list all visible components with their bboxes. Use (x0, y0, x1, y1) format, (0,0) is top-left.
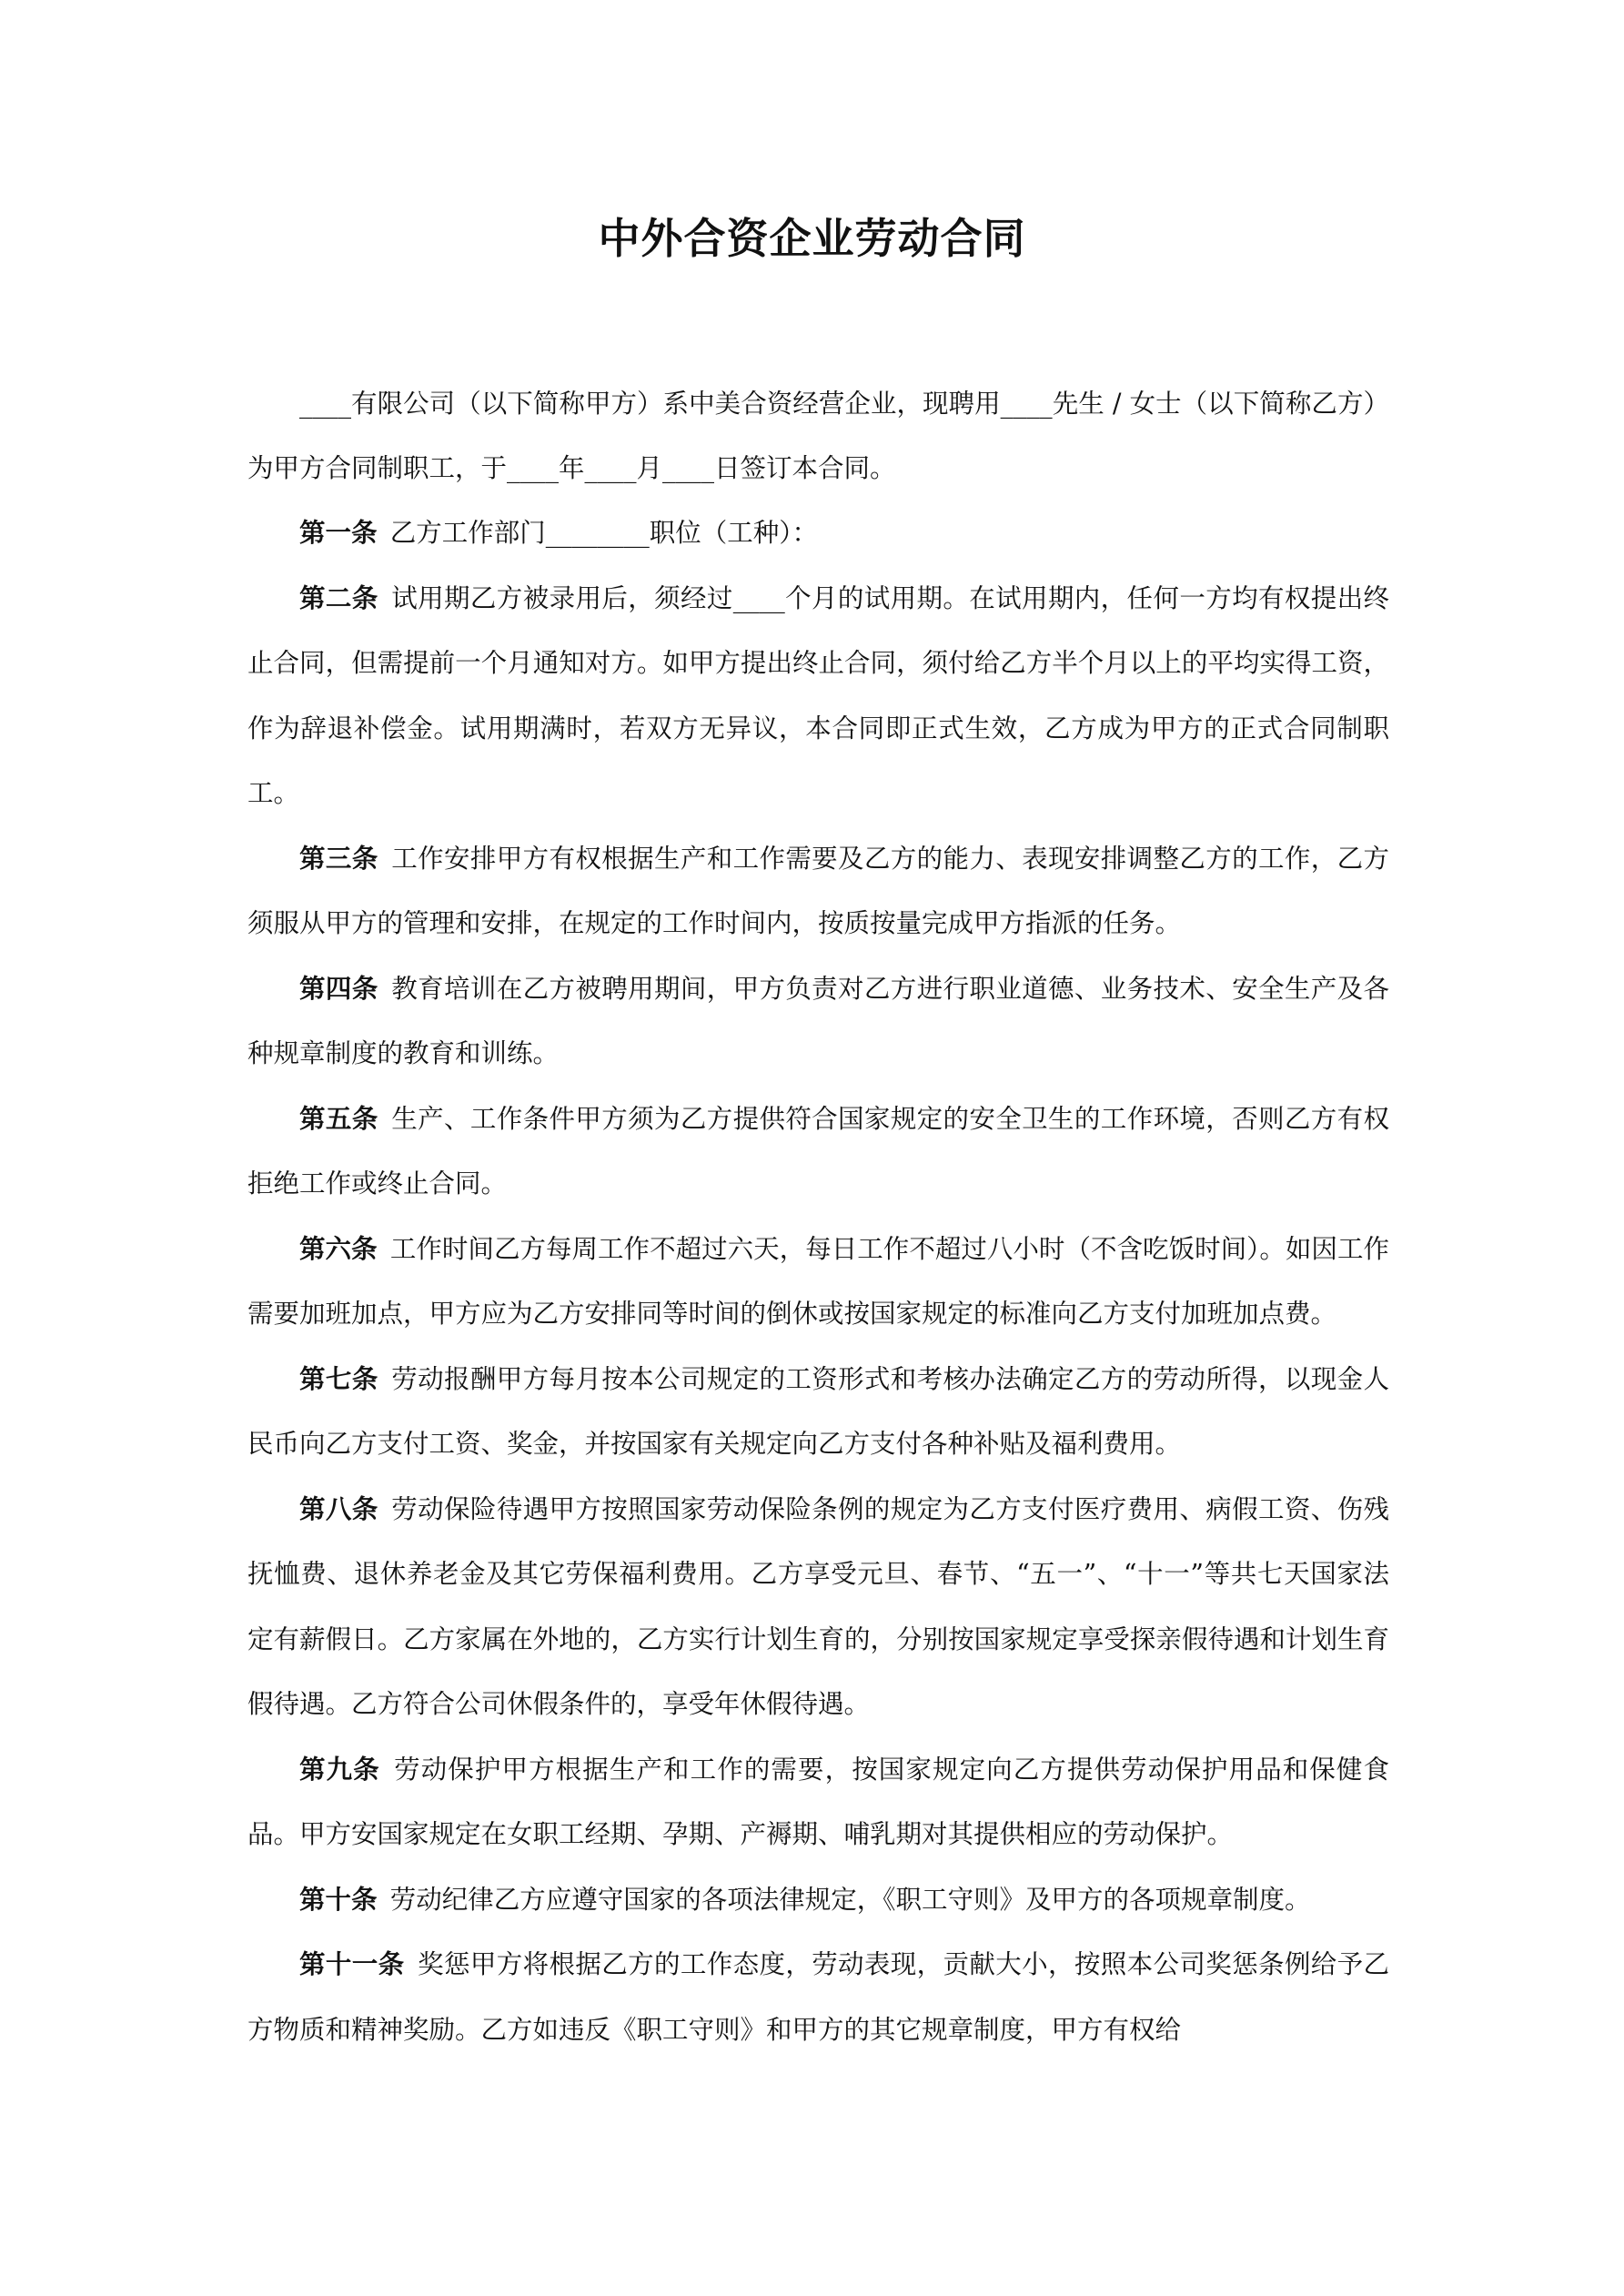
article-label: 第五条 (299, 1102, 378, 1134)
article-text: 试用期乙方被录用后，须经过____个月的试用期。在试用期内，任何一方均有权提出终止合同，但需提前一个月通知对方。如甲方提出终止合同，须付给乙方半个月以上的平均实得工资，作为辞退补偿金。试用期满时，若双方无异议，本合同即正式生效，乙方成为甲方的正式合同制职工。 (247, 582, 1389, 808)
article-text: 劳动纪律乙方应遵守国家的各项法律规定，《职工守则》及甲方的各项规章制度。 (389, 1884, 1311, 1915)
document-body (247, 371, 1389, 2062)
article-1 (247, 501, 1389, 566)
article-label: 第四条 (299, 972, 378, 1004)
article-text: 生产、工作条件甲方须为乙方提供符合国家规定的安全卫生的工作环境，否则乙方有权拒绝工作或终止合同。 (247, 1103, 1389, 1199)
article-label: 第八条 (299, 1492, 378, 1524)
article-text: 劳动保护甲方根据生产和工作的需要，按国家规定向乙方提供劳动保护用品和保健食品。甲方安国家规定在女职工经期、孕期、产褥期、哺乳期对其提供相应的劳动保护。 (247, 1754, 1389, 1849)
article-6 (247, 1217, 1389, 1347)
article-2 (247, 566, 1389, 826)
article-label: 第六条 (299, 1232, 378, 1264)
article-4 (247, 956, 1389, 1087)
article-label: 第三条 (299, 842, 378, 874)
intro-paragraph: ____有限公司（以下简称甲方）系中美合资经营企业，现聘用____先生 / 女士（以下简称乙方）为甲方合同制职工，于____年____月____日签订本合同。 (247, 389, 1389, 483)
article-10 (247, 1867, 1389, 1933)
article-label: 第十条 (299, 1883, 378, 1915)
article-8 (247, 1477, 1389, 1737)
article-label: 第九条 (299, 1753, 380, 1785)
article-5 (247, 1087, 1389, 1217)
article-11 (247, 1932, 1389, 2062)
article-label: 第二条 (299, 582, 378, 613)
article-text: 劳动报酬甲方每月按本公司规定的工资形式和考核办法确定乙方的劳动所得，以现金人民币向乙方支付工资、奖金，并按国家有关规定向乙方支付各种补贴及福利费用。 (247, 1363, 1389, 1459)
article-7 (247, 1347, 1389, 1477)
article-text: 教育培训在乙方被聘用期间，甲方负责对乙方进行职业道德、业务技术、安全生产及各种规章制度的教育和训练。 (247, 973, 1389, 1068)
article-9 (247, 1737, 1389, 1867)
article-text: 乙方工作部门________职位（工种）： (389, 518, 819, 548)
document-title: 中外合资企业劳动合同 (598, 214, 1026, 263)
article-label: 第七条 (299, 1362, 378, 1394)
article-text: 工作安排甲方有权根据生产和工作需要及乙方的能力、表现安排调整乙方的工作，乙方须服从甲方的管理和安排，在规定的工作时间内，按质按量完成甲方指派的任务。 (247, 843, 1389, 938)
article-label: 第十一条 (299, 1948, 405, 1979)
article-3 (247, 826, 1389, 956)
article-label: 第一条 (299, 517, 378, 548)
article-text: 劳动保险待遇甲方按照国家劳动保险条例的规定为乙方支付医疗费用、病假工资、伤残抚恤费、退休养老金及其它劳保福利费用。乙方享受元旦、春节、“五一”、“十一”等共七天国家法定有薪假日。乙方家属在外地的，乙方实行计划生育的，分别按国家规定享受探亲假待遇和计划生育假待遇。乙方符合公司休假条件的，享受年休假待遇。 (247, 1493, 1389, 1719)
article-text: 奖惩甲方将根据乙方的工作态度，劳动表现，贡献大小，按照本公司奖惩条例给予乙方物质和精神奖励。乙方如违反《职工守则》和甲方的其它规章制度，甲方有权给 (247, 1949, 1389, 2045)
article-text: 工作时间乙方每周工作不超过六天，每日工作不超过八小时（不含吃饭时间）。如因工作需要加班加点，甲方应为乙方安排同等时间的倒休或按国家规定的标准向乙方支付加班加点费。 (247, 1233, 1389, 1329)
